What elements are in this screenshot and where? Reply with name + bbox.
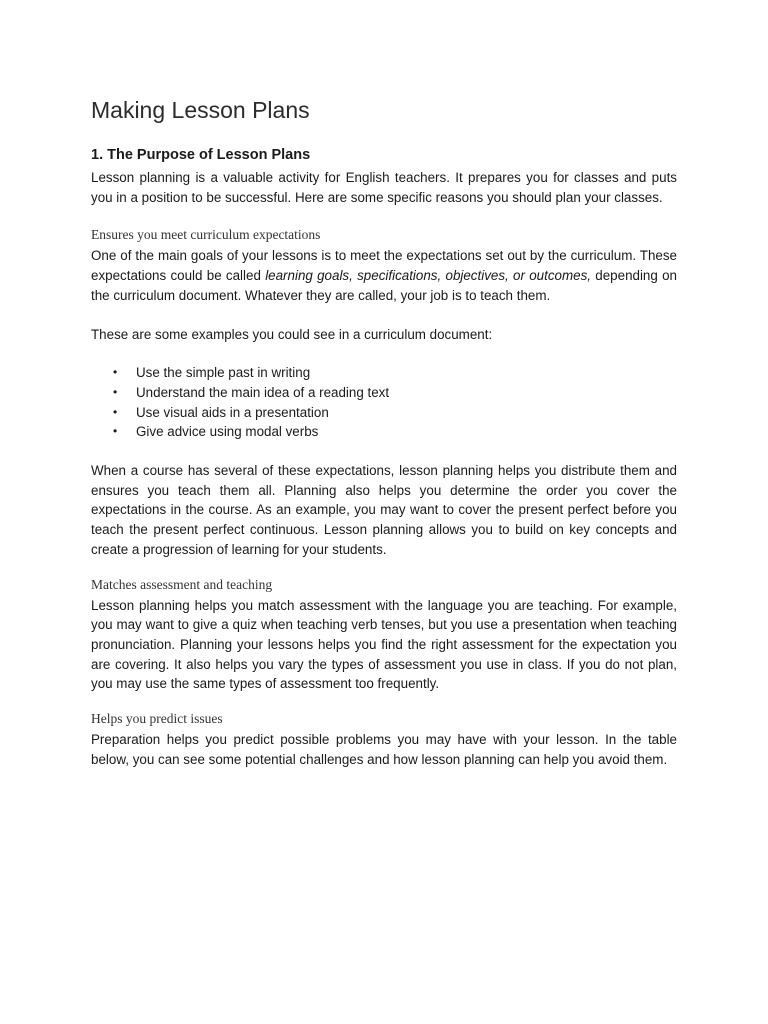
- curriculum-paragraph-3: When a course has several of these expectations, lesson planning helps you distribute them and ensures you teach them all. Planning also helps you determine the order you cover the expectations in the course. As an example, you may want to cover the present perfect before you teach the present perfect continuous. Lesson planning allows you to build on key concepts and create a progression of learning for your students.: [91, 463, 677, 557]
- curriculum-examples-list: [91, 363, 677, 442]
- subheading-assessment: Matches assessment and teaching: [91, 576, 273, 592]
- curriculum-p1-text-after: depending on the curriculum document. Whatever they are called, your job is to teach them.: [91, 268, 677, 303]
- list-item-text: Use visual aids in a presentation: [136, 404, 329, 420]
- document-title: Making Lesson Plans: [91, 97, 310, 123]
- section-heading-purpose: 1. The Purpose of Lesson Plans: [91, 147, 311, 163]
- list-item: [91, 422, 677, 442]
- issues-paragraph: Preparation helps you predict possible problems you may have with your lesson. In the table below, you can see some potential challenges and how lesson planning can help you avoid them.: [91, 732, 677, 767]
- list-item: [91, 403, 677, 423]
- bullet-icon: •: [113, 384, 118, 399]
- assessment-paragraph: Lesson planning helps you match assessment with the language you are teaching. For example, you may want to give a quiz when teaching verb tenses, but you use a presentation when teaching pronunciation. Planning your lessons helps you find the right assessment for the expectation you are covering. It also helps you vary the types of assessment you use in class. If you do not plan, you may use the same types of assessment too frequently.: [91, 597, 677, 692]
- bullet-icon: •: [113, 424, 118, 439]
- curriculum-p1-italic-terms: learning goals, specifications, objectives, or outcomes,: [265, 268, 591, 284]
- list-item-text: Understand the main idea of a reading text: [136, 384, 390, 400]
- document-page: [91, 96, 677, 769]
- bullet-icon: •: [113, 365, 118, 380]
- list-item-text: Use the simple past in writing: [136, 365, 311, 381]
- list-item: [91, 383, 677, 403]
- list-item: [91, 363, 677, 383]
- curriculum-paragraph-1: [91, 246, 677, 305]
- curriculum-p1-text-before: One of the main goals of your lessons is to meet the expectations set out by the curriculum. These expectations could be called: [91, 248, 677, 284]
- curriculum-paragraph-2: These are some examples you could see in a curriculum document:: [91, 326, 493, 342]
- purpose-intro-paragraph: Lesson planning is a valuable activity for English teachers. It prepares you for classes and puts you in a position to be successful. Here are some specific reasons you should plan your classes.: [91, 170, 677, 205]
- list-item-text: Give advice using modal verbs: [136, 424, 319, 440]
- bullet-icon: •: [113, 404, 118, 419]
- subheading-curriculum: Ensures you meet curriculum expectations: [91, 227, 321, 243]
- subheading-issues: Helps you predict issues: [91, 711, 223, 727]
